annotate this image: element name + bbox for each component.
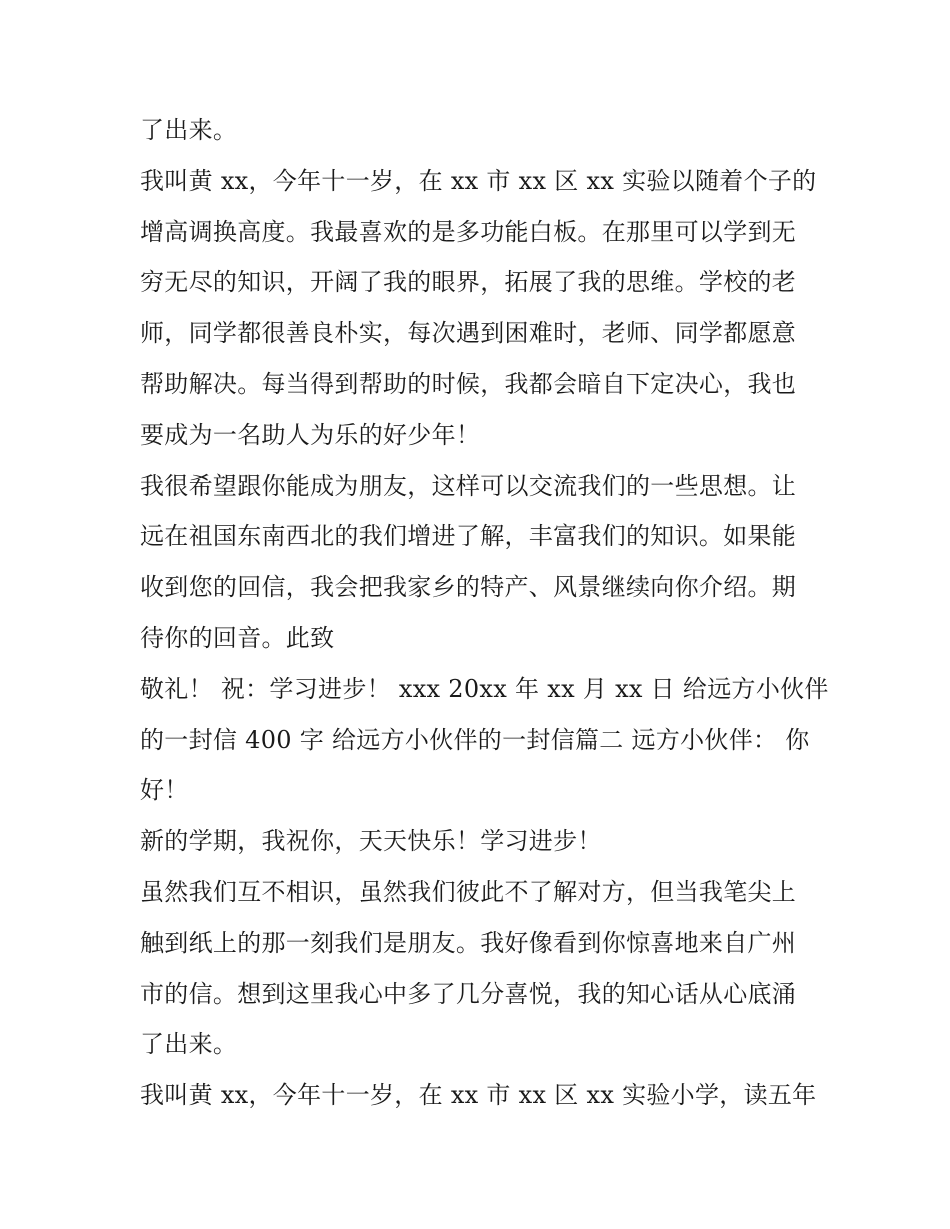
text-line: 我叫黄 xx，今年十一岁，在 xx 市 xx 区 xx 实验小学，读五年 [140,1081,817,1110]
text-line: 好！ [140,776,189,805]
text-line: 触到纸上的那一刻我们是朋友。我好像看到你惊喜地来自广州 [140,928,797,957]
text-line: 我叫黄 xx，今年十一岁，在 xx 市 xx 区 xx 实验以随着个子的 [140,166,817,195]
text-line: 我很希望跟你能成为朋友，这样可以交流我们的一些思想。让 [140,471,797,500]
text-line: 要成为一名助人为乐的好少年！ [140,420,481,449]
text-line: 市的信。想到这里我心中多了几分喜悦，我的知心话从心底涌 [140,979,797,1008]
text-line: 收到您的回信，我会把我家乡的特产、风景继续向你介绍。期 [140,573,797,602]
letter-body [140,105,829,1121]
text-line: 了出来。 [140,1030,238,1059]
text-line: 的一封信 400 字 给远方小伙伴的一封信篇二 远方小伙伴： 你 [140,725,810,754]
text-line: 新的学期，我祝你，天天快乐！学习进步！ [140,827,602,856]
text-line: 待你的回音。此致 [140,623,335,652]
text-line: 增高调换高度。我最喜欢的是多功能白板。在那里可以学到无 [140,217,797,246]
text-line: 师，同学都很善良朴实，每次遇到困难时，老师、同学都愿意 [140,319,797,348]
text-line: 穷无尽的知识，开阔了我的眼界，拓展了我的思维。学校的老 [140,268,797,297]
text-line: 远在祖国东南西北的我们增进了解，丰富我们的知识。如果能 [140,522,797,551]
text-line: 帮助解决。每当得到帮助的时候，我都会暗自下定决心，我也 [140,369,797,398]
text-line: 敬礼！ 祝：学习进步！ xxx 20xx 年 xx 月 xx 日 给远方小伙伴 [140,674,829,703]
text-line: 虽然我们互不相识，虽然我们彼此不了解对方，但当我笔尖上 [140,877,797,906]
text-line: 了出来。 [140,116,238,144]
